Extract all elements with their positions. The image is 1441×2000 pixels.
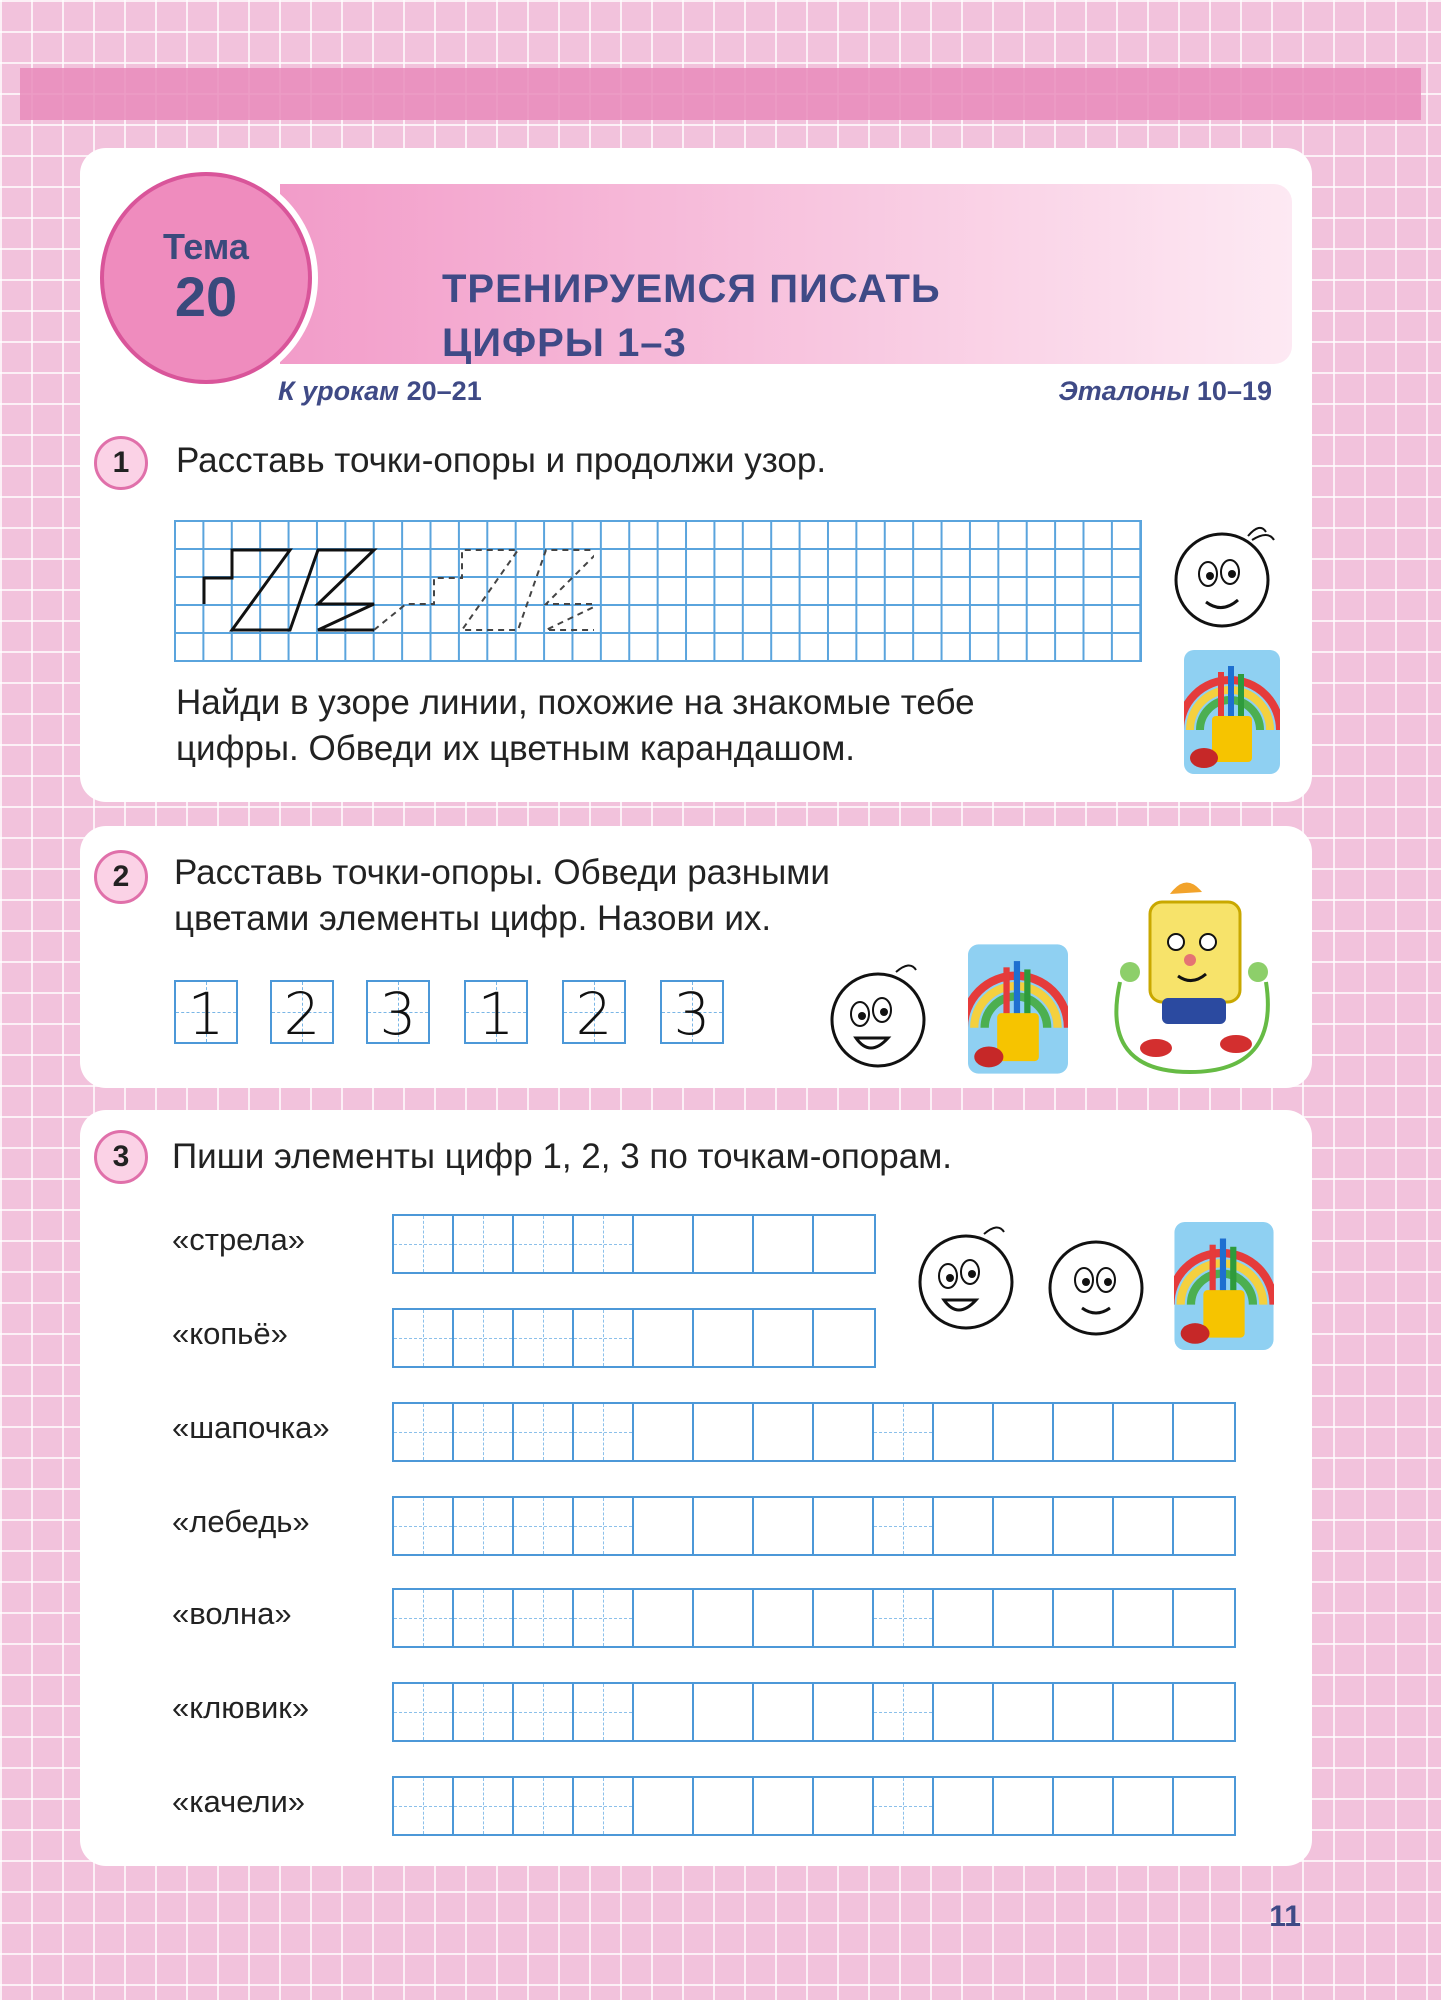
- writing-cell[interactable]: [454, 1590, 514, 1646]
- writing-cell[interactable]: [934, 1684, 994, 1740]
- writing-row[interactable]: [392, 1776, 1236, 1836]
- writing-cell[interactable]: [694, 1778, 754, 1834]
- task2-instruction-line1: Расставь точки-опоры. Обведи разными: [174, 853, 830, 892]
- smiley-face-icon: [1170, 518, 1280, 638]
- writing-cell[interactable]: [814, 1216, 874, 1272]
- page-number: 11: [1269, 1900, 1301, 1933]
- writing-cell[interactable]: [394, 1778, 454, 1834]
- writing-cell[interactable]: [934, 1498, 994, 1554]
- writing-cell[interactable]: [1054, 1498, 1114, 1554]
- smiley-face-icon: [914, 1220, 1024, 1340]
- writing-cell[interactable]: [514, 1498, 574, 1554]
- writing-row[interactable]: [392, 1588, 1236, 1648]
- row-label: «шапочка»: [172, 1410, 330, 1445]
- writing-cell[interactable]: [934, 1778, 994, 1834]
- task2-number: 2: [94, 850, 148, 904]
- writing-row[interactable]: [392, 1496, 1236, 1556]
- writing-cell[interactable]: [874, 1684, 934, 1740]
- writing-cell[interactable]: [814, 1590, 874, 1646]
- lessons-label: К урокам: [278, 376, 400, 406]
- writing-cell[interactable]: [994, 1778, 1054, 1834]
- writing-cell[interactable]: [394, 1684, 454, 1740]
- writing-cell[interactable]: [1114, 1778, 1174, 1834]
- title-band: [280, 184, 1292, 364]
- writing-cell[interactable]: [1174, 1778, 1234, 1834]
- writing-cell[interactable]: [754, 1778, 814, 1834]
- task1-panel: [80, 148, 1312, 802]
- task3-instruction: Пиши элементы цифр 1, 2, 3 по точкам-опорам.: [172, 1137, 952, 1176]
- writing-cell[interactable]: [814, 1404, 874, 1460]
- smiley-face-icon: [826, 958, 936, 1078]
- digit-box[interactable]: [270, 980, 334, 1048]
- topic-number: 20: [174, 265, 238, 328]
- digit-2: 2: [283, 980, 321, 1048]
- writing-cell[interactable]: [754, 1684, 814, 1740]
- writing-cell[interactable]: [694, 1590, 754, 1646]
- writing-cell[interactable]: [994, 1498, 1054, 1554]
- writing-cell[interactable]: [574, 1310, 634, 1366]
- row-label: «копьё»: [172, 1316, 288, 1351]
- writing-cell[interactable]: [514, 1404, 574, 1460]
- writing-cell[interactable]: [454, 1778, 514, 1834]
- pencils-rainbow-icon: [1184, 650, 1280, 774]
- writing-cell[interactable]: [754, 1310, 814, 1366]
- writing-cell[interactable]: [1054, 1684, 1114, 1740]
- digit-3: 3: [379, 980, 417, 1048]
- writing-cell[interactable]: [574, 1778, 634, 1834]
- task1-followup-line1: Найди в узоре линии, похожие на знакомые тебе: [176, 683, 975, 722]
- topic-badge: [100, 172, 312, 384]
- row-label: «клювик»: [172, 1690, 310, 1725]
- writing-row[interactable]: [392, 1214, 876, 1274]
- writing-cell[interactable]: [454, 1216, 514, 1272]
- writing-cell[interactable]: [394, 1590, 454, 1646]
- topic-word: Тема: [163, 226, 249, 267]
- writing-cell[interactable]: [994, 1590, 1054, 1646]
- writing-cell[interactable]: [514, 1310, 574, 1366]
- task2-panel: [80, 826, 1312, 1088]
- task3-number: 3: [94, 1130, 148, 1184]
- writing-cell[interactable]: [694, 1216, 754, 1272]
- writing-cell[interactable]: [634, 1684, 694, 1740]
- task1-number: 1: [94, 436, 148, 490]
- writing-cell[interactable]: [574, 1404, 634, 1460]
- writing-cell[interactable]: [1054, 1590, 1114, 1646]
- writing-cell[interactable]: [694, 1404, 754, 1460]
- writing-cell[interactable]: [634, 1498, 694, 1554]
- digit-box[interactable]: [174, 980, 238, 1048]
- standards-reference: [1058, 376, 1272, 407]
- writing-cell[interactable]: [634, 1778, 694, 1834]
- smiley-face-icon: [1044, 1226, 1154, 1346]
- digit-box[interactable]: [366, 980, 430, 1048]
- writing-cell[interactable]: [634, 1310, 694, 1366]
- writing-cell[interactable]: [454, 1498, 514, 1554]
- page-title: [442, 262, 1142, 370]
- title-line-1: ТРЕНИРУЕМСЯ ПИСАТЬ: [442, 267, 941, 311]
- writing-cell[interactable]: [874, 1498, 934, 1554]
- digit-box[interactable]: [562, 980, 626, 1048]
- writing-cell[interactable]: [1114, 1404, 1174, 1460]
- writing-cell[interactable]: [1114, 1498, 1174, 1554]
- pencils-rainbow-icon: [1174, 1222, 1274, 1350]
- task2-instruction-line2: цветами элементы цифр. Назови их.: [174, 899, 772, 938]
- writing-cell[interactable]: [754, 1498, 814, 1554]
- writing-cell[interactable]: [1174, 1404, 1234, 1460]
- jumping-character-icon: [1090, 872, 1290, 1082]
- writing-cell[interactable]: [694, 1498, 754, 1554]
- writing-cell[interactable]: [634, 1216, 694, 1272]
- writing-cell[interactable]: [394, 1216, 454, 1272]
- writing-cell[interactable]: [814, 1684, 874, 1740]
- writing-cell[interactable]: [394, 1404, 454, 1460]
- writing-cell[interactable]: [1054, 1404, 1114, 1460]
- writing-cell[interactable]: [574, 1498, 634, 1554]
- writing-cell[interactable]: [934, 1404, 994, 1460]
- writing-cell[interactable]: [1174, 1590, 1234, 1646]
- writing-cell[interactable]: [814, 1498, 874, 1554]
- writing-cell[interactable]: [454, 1310, 514, 1366]
- writing-cell[interactable]: [394, 1310, 454, 1366]
- writing-cell[interactable]: [574, 1684, 634, 1740]
- row-label: «стрела»: [172, 1222, 305, 1257]
- writing-cell[interactable]: [754, 1590, 814, 1646]
- writing-cell[interactable]: [934, 1590, 994, 1646]
- digit-3: 3: [673, 980, 711, 1048]
- task1-instruction: Расставь точки-опоры и продолжи узор.: [176, 441, 827, 480]
- writing-cell[interactable]: [814, 1778, 874, 1834]
- writing-cell[interactable]: [634, 1590, 694, 1646]
- row-label: «волна»: [172, 1596, 292, 1631]
- writing-row[interactable]: [392, 1402, 1236, 1462]
- writing-cell[interactable]: [514, 1216, 574, 1272]
- writing-cell[interactable]: [454, 1684, 514, 1740]
- writing-cell[interactable]: [1114, 1590, 1174, 1646]
- writing-cell[interactable]: [874, 1404, 934, 1460]
- top-decorative-band: [20, 68, 1421, 120]
- writing-cell[interactable]: [1054, 1778, 1114, 1834]
- writing-cell[interactable]: [1174, 1498, 1234, 1554]
- writing-cell[interactable]: [814, 1310, 874, 1366]
- writing-cell[interactable]: [694, 1310, 754, 1366]
- writing-cell[interactable]: [394, 1498, 454, 1554]
- writing-cell[interactable]: [874, 1778, 934, 1834]
- writing-cell[interactable]: [1114, 1684, 1174, 1740]
- writing-cell[interactable]: [514, 1778, 574, 1834]
- pattern-drawing: [174, 520, 594, 660]
- writing-cell[interactable]: [994, 1404, 1054, 1460]
- digit-2: 2: [575, 980, 613, 1048]
- writing-cell[interactable]: [754, 1404, 814, 1460]
- lessons-reference: [278, 376, 482, 407]
- standards-label: Эталоны: [1058, 376, 1190, 406]
- writing-cell[interactable]: [994, 1684, 1054, 1740]
- writing-cell[interactable]: [574, 1590, 634, 1646]
- writing-cell[interactable]: [754, 1216, 814, 1272]
- lessons-range: 20–21: [406, 376, 482, 406]
- standards-range: 10–19: [1196, 376, 1272, 406]
- digit-1: 1: [187, 980, 225, 1048]
- task3-panel: [80, 1110, 1312, 1866]
- writing-cell[interactable]: [1174, 1684, 1234, 1740]
- writing-cell[interactable]: [574, 1216, 634, 1272]
- writing-cell[interactable]: [454, 1404, 514, 1460]
- writing-cell[interactable]: [514, 1590, 574, 1646]
- writing-cell[interactable]: [634, 1404, 694, 1460]
- pencils-rainbow-icon: [968, 944, 1068, 1074]
- row-label: «лебедь»: [172, 1504, 310, 1539]
- digit-box[interactable]: [464, 980, 528, 1048]
- writing-cell[interactable]: [874, 1590, 934, 1646]
- task1-followup-line2: цифры. Обведи их цветным карандашом.: [176, 729, 855, 768]
- writing-cell[interactable]: [514, 1684, 574, 1740]
- row-label: «качели»: [172, 1784, 306, 1819]
- writing-row[interactable]: [392, 1308, 876, 1368]
- writing-cell[interactable]: [694, 1684, 754, 1740]
- digit-box[interactable]: [660, 980, 724, 1048]
- writing-row[interactable]: [392, 1682, 1236, 1742]
- digit-1: 1: [477, 980, 515, 1048]
- title-line-2: ЦИФРЫ 1–3: [442, 321, 687, 365]
